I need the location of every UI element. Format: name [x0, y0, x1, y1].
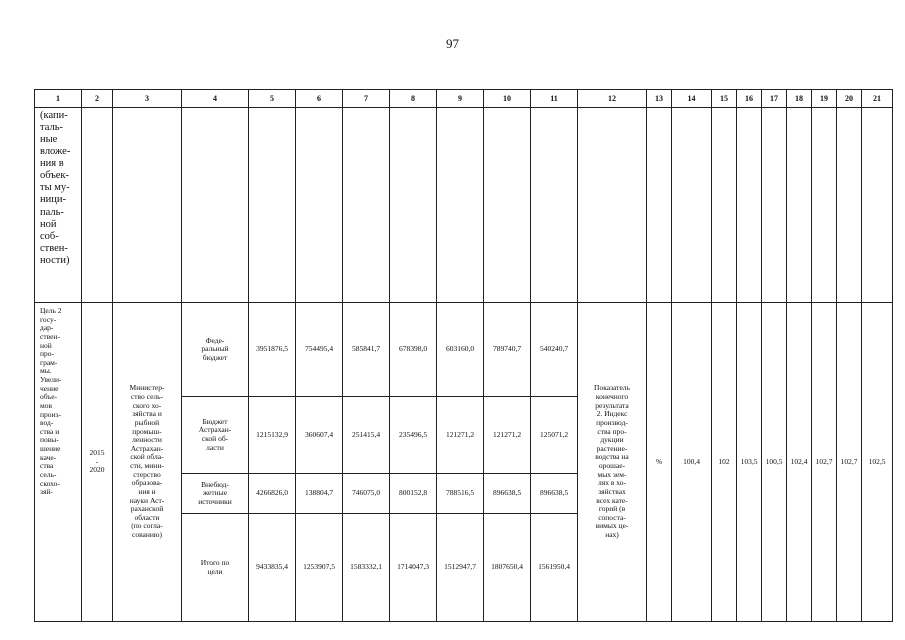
indicator-value: 100,4 — [672, 303, 712, 622]
header-cell: 7 — [343, 90, 390, 108]
value-cell: 1807650,4 — [484, 514, 531, 622]
program-table — [34, 89, 893, 622]
value-cell: 585841,7 — [343, 303, 390, 397]
value-cell: 138804,7 — [296, 474, 343, 514]
header-cell: 13 — [647, 90, 672, 108]
header-cell: 5 — [249, 90, 296, 108]
header-cell: 16 — [737, 90, 762, 108]
header-cell: 4 — [182, 90, 249, 108]
header-cell: 3 — [113, 90, 182, 108]
indicator-value: 102,7 — [837, 303, 862, 622]
header-cell: 2 — [82, 90, 113, 108]
executor-cell: Министер- ство сель- ского хо- зяйства и рыбной промыш- ленности Астрахан- ской обла- сти, мини- стерство образова- ния и науки Аст- раханской области (по согла- сованию) — [113, 303, 182, 622]
header-cell: 11 — [531, 90, 578, 108]
value-cell: 4266826,0 — [249, 474, 296, 514]
indicator-value: 102,4 — [787, 303, 812, 622]
value-cell: 788516,5 — [437, 474, 484, 514]
header-cell: 12 — [578, 90, 647, 108]
header-row — [35, 90, 893, 108]
value-cell: 3951876,5 — [249, 303, 296, 397]
header-cell: 9 — [437, 90, 484, 108]
table-row-federal — [35, 303, 893, 397]
value-cell: 603160,0 — [437, 303, 484, 397]
period-cell: 2015 - 2020 — [82, 303, 113, 622]
value-cell: 754495,4 — [296, 303, 343, 397]
header-cell: 20 — [837, 90, 862, 108]
header-cell: 8 — [390, 90, 437, 108]
capital-investment-text: (капи- таль- ные вложе- ния в объек- ты му- ници- паль- ной соб- ствен- ности) — [35, 108, 82, 303]
indicator-value: 103,5 — [737, 303, 762, 622]
value-cell: 121271,2 — [484, 397, 531, 474]
indicator-value: 102,5 — [862, 303, 893, 622]
header-cell: 14 — [672, 90, 712, 108]
header-cell: 10 — [484, 90, 531, 108]
header-cell: 19 — [812, 90, 837, 108]
header-cell: 6 — [296, 90, 343, 108]
value-cell: 896638,5 — [484, 474, 531, 514]
header-cell: 21 — [862, 90, 893, 108]
value-cell: 789740,7 — [484, 303, 531, 397]
table-row-capital-investment — [35, 108, 893, 303]
value-cell: 800152,8 — [390, 474, 437, 514]
value-cell: 251415,4 — [343, 397, 390, 474]
source-name: Феде- ральный бюджет — [182, 303, 249, 397]
value-cell: 360607,4 — [296, 397, 343, 474]
value-cell: 1561950,4 — [531, 514, 578, 622]
goal-title: Цель 2 госу- дар- ствен- ной про- грам- мы. Увели- чение объе- мов произ- вод- ства и повы- шение каче- ства сель- скохо- зяй- — [35, 303, 82, 622]
page-number: 97 — [446, 36, 459, 51]
value-cell: 1253907,5 — [296, 514, 343, 622]
value-cell: 1714047,3 — [390, 514, 437, 622]
source-name: Итого по цели — [182, 514, 249, 622]
value-cell: 235496,5 — [390, 397, 437, 474]
unit-cell: % — [647, 303, 672, 622]
header-cell: 17 — [762, 90, 787, 108]
source-name: Бюджет Астрахан- ской об- ласти — [182, 397, 249, 474]
value-cell: 1583332,1 — [343, 514, 390, 622]
value-cell: 121271,2 — [437, 397, 484, 474]
indicator-value: 100,5 — [762, 303, 787, 622]
header-cell: 18 — [787, 90, 812, 108]
indicator-value: 102 — [712, 303, 737, 622]
source-name: Внебюд- жетные источники — [182, 474, 249, 514]
indicator-cell: Показатель конечного результата 2. Индекс производ- ства про- дукции растение- водства на орошае- мых зем- лях в хо- зяйствах всех кате- горий (в сопоста- вимых це- нах) — [578, 303, 647, 622]
value-cell: 1512947,7 — [437, 514, 484, 622]
header-cell: 1 — [35, 90, 82, 108]
value-cell: 1215132,9 — [249, 397, 296, 474]
value-cell: 125071,2 — [531, 397, 578, 474]
value-cell: 896638,5 — [531, 474, 578, 514]
value-cell: 9433835,4 — [249, 514, 296, 622]
value-cell: 678398,0 — [390, 303, 437, 397]
value-cell: 746075,0 — [343, 474, 390, 514]
value-cell: 540240,7 — [531, 303, 578, 397]
indicator-value: 102,7 — [812, 303, 837, 622]
header-cell: 15 — [712, 90, 737, 108]
